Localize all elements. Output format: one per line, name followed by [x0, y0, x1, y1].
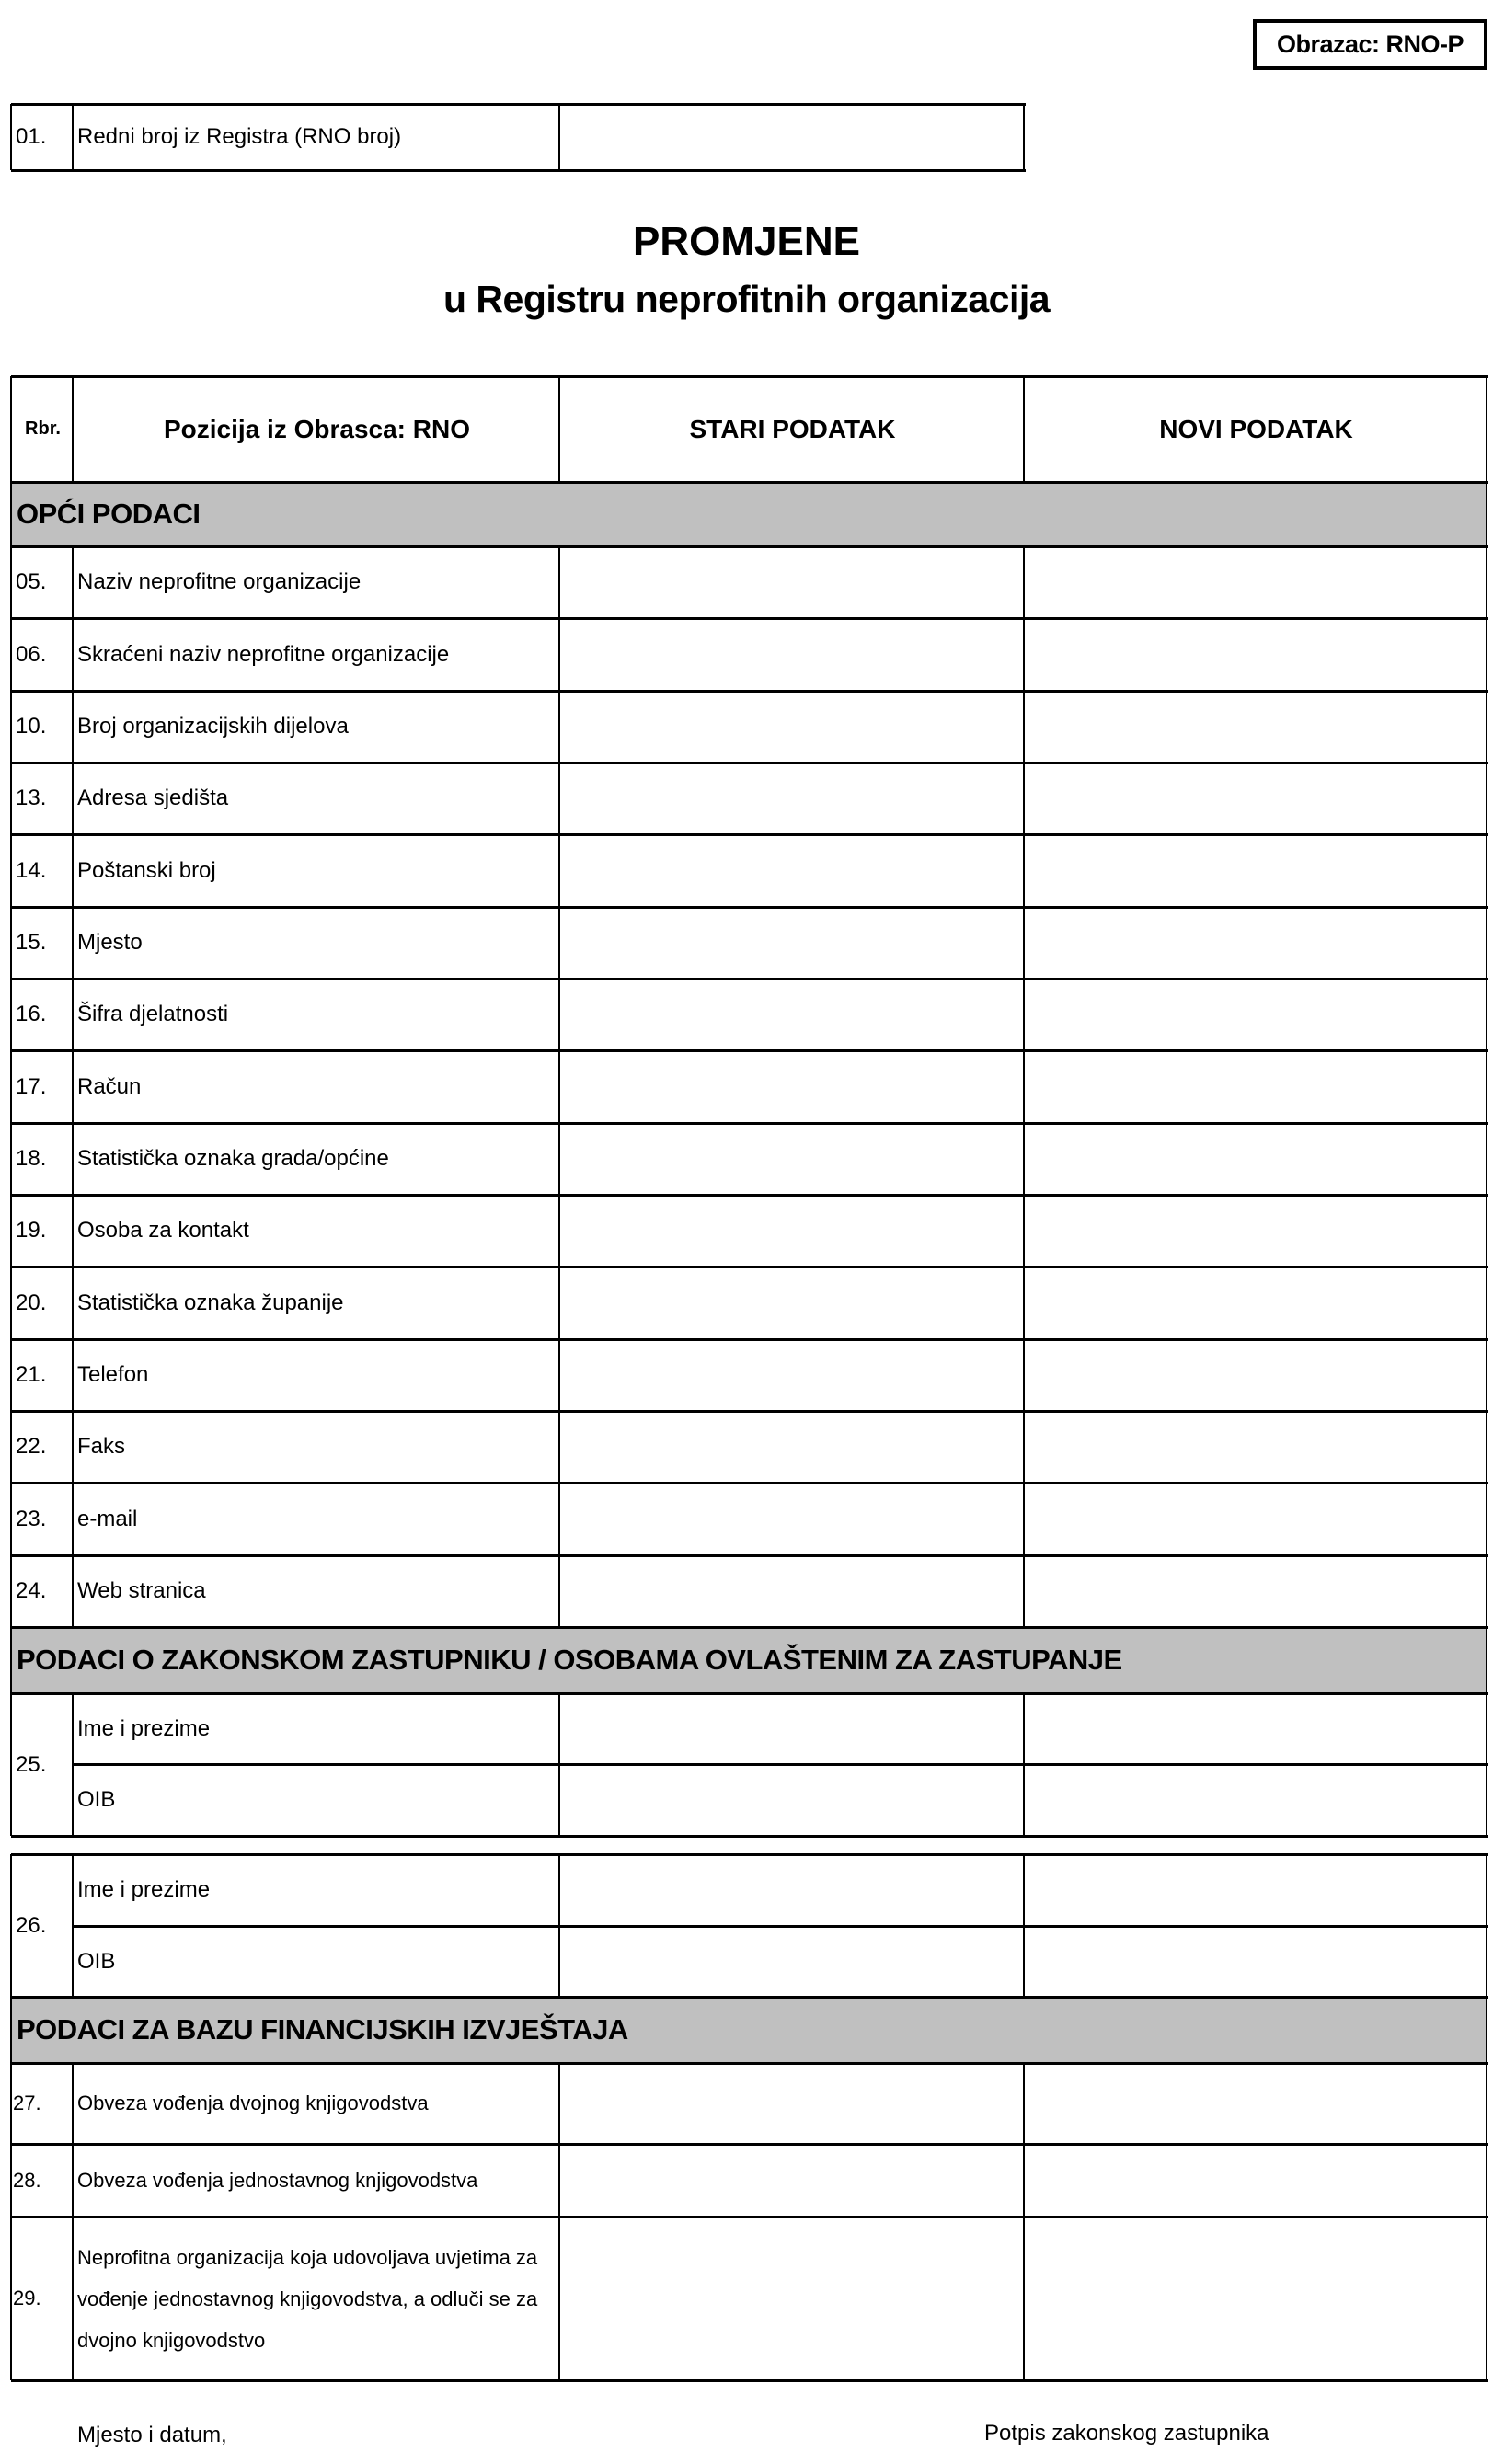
divider [10, 1693, 12, 1836]
divider [72, 1854, 74, 1997]
row-label: Statistička oznaka županije [77, 1289, 344, 1315]
representative-name-new-value[interactable] [1028, 1854, 1484, 1926]
divider [558, 104, 560, 170]
header-old-data: STARI PODATAK [689, 415, 896, 443]
divider [72, 1411, 74, 1483]
divider [72, 1339, 74, 1411]
row-new-value[interactable] [1028, 1195, 1484, 1266]
divider [558, 1555, 560, 1627]
divider [1486, 1123, 1487, 1195]
divider [1486, 1411, 1487, 1483]
divider [72, 104, 74, 170]
row-number: 23. [16, 1506, 47, 1531]
row-old-value[interactable] [564, 1123, 1021, 1195]
divider [558, 376, 560, 482]
divider [10, 1411, 12, 1483]
divider [10, 2063, 12, 2144]
header-position: Pozicija iz Obrasca: RNO [164, 415, 470, 443]
divider [10, 1050, 12, 1123]
divider [10, 1483, 12, 1555]
divider [1023, 691, 1025, 762]
divider [72, 1195, 74, 1266]
row-label: Šifra djelatnosti [77, 1002, 229, 1026]
divider [1023, 1411, 1025, 1483]
divider [1486, 2217, 1487, 2380]
page-title: PROMJENE [633, 219, 860, 264]
row-label: Račun [77, 1073, 142, 1099]
divider [72, 2144, 74, 2217]
row-old-value[interactable] [564, 1483, 1021, 1555]
row-number: 05. [16, 569, 47, 594]
divider [1486, 691, 1487, 762]
divider [1486, 1627, 1487, 1693]
row-new-value[interactable] [1028, 2144, 1484, 2217]
divider [1023, 546, 1025, 618]
row-label: Obveza vođenja dvojnog knjigovodstva [77, 2092, 429, 2114]
representative-oib-new-value[interactable] [1028, 1926, 1484, 1997]
divider [558, 762, 560, 834]
row-number: 19. [16, 1218, 47, 1243]
reg-field-label: Redni broj iz Registra (RNO broj) [77, 124, 402, 149]
divider [1023, 376, 1025, 482]
divider [10, 2144, 12, 2217]
divider [1023, 979, 1025, 1050]
divider [1486, 834, 1487, 907]
divider [1023, 1555, 1025, 1627]
divider [72, 376, 74, 482]
row-old-value[interactable] [564, 1266, 1021, 1339]
row-new-value[interactable] [1028, 979, 1484, 1050]
representative-name-old-value[interactable] [564, 1693, 1021, 1764]
row-old-value[interactable] [564, 762, 1021, 834]
divider [11, 1626, 1488, 1629]
header-new-data: NOVI PODATAK [1159, 415, 1353, 443]
row-new-value[interactable] [1028, 834, 1484, 907]
divider [72, 1483, 74, 1555]
section-financial: PODACI ZA BAZU FINANCIJSKIH IZVJEŠTAJA [11, 1997, 1487, 2063]
row-new-value[interactable] [1028, 1483, 1484, 1555]
row-old-value[interactable] [564, 1195, 1021, 1266]
divider [1486, 1195, 1487, 1266]
divider [558, 1854, 560, 1997]
header-rbr: Rbr. [25, 418, 61, 439]
divider [11, 1996, 1488, 1999]
divider [558, 907, 560, 979]
signature-label: Potpis zakonskog zastupnika [984, 2421, 1269, 2446]
row-label: Telefon [77, 1362, 149, 1387]
row-new-value[interactable] [1028, 2063, 1484, 2144]
divider [558, 1195, 560, 1266]
row-label: e-mail [77, 1506, 138, 1531]
divider [1023, 2144, 1025, 2217]
row-old-value[interactable] [564, 1555, 1021, 1627]
row-label: Mjesto [77, 930, 143, 955]
representative-oib-old-value[interactable] [564, 1764, 1021, 1836]
row-new-value[interactable] [1028, 762, 1484, 834]
divider [72, 546, 74, 618]
row-label: Neprofitna organizacija koja udovoljava uvjetima za vođenje jednostavnog knjigovodstva, a odluči se za dvojno knjigovodstvo [77, 2245, 538, 2352]
divider [1023, 1266, 1025, 1339]
row-number: 15. [16, 930, 47, 955]
form-code: Obrazac: RNO-P [1276, 30, 1464, 58]
divider [558, 691, 560, 762]
divider [10, 1123, 12, 1195]
row-number: 16. [16, 1002, 47, 1026]
divider [10, 1854, 12, 1997]
divider [1486, 546, 1487, 618]
divider [72, 834, 74, 907]
divider [558, 1266, 560, 1339]
row-label: Skraćeni naziv neprofitne organizacije [77, 641, 450, 667]
divider [1023, 1195, 1025, 1266]
row-old-value[interactable] [564, 618, 1021, 691]
divider [72, 2063, 74, 2144]
row-new-value[interactable] [1028, 1339, 1484, 1411]
row-new-value[interactable] [1028, 1123, 1484, 1195]
row-old-value[interactable] [564, 1050, 1021, 1123]
divider [1486, 979, 1487, 1050]
divider [1023, 618, 1025, 691]
divider [72, 762, 74, 834]
divider [10, 1339, 12, 1411]
divider [10, 2217, 12, 2380]
divider [558, 1483, 560, 1555]
row-number: 17. [16, 1073, 47, 1099]
divider [1023, 1050, 1025, 1123]
row-label: Broj organizacijskih dijelova [77, 714, 349, 739]
row-number: 06. [16, 641, 47, 667]
row-label: Web stranica [77, 1578, 206, 1603]
divider [72, 1123, 74, 1195]
row-new-value[interactable] [1028, 546, 1484, 618]
divider [72, 691, 74, 762]
row-number: 28. [13, 2168, 41, 2192]
row-label: Statistička oznaka grada/općine [77, 1146, 389, 1171]
row-old-value[interactable] [564, 1411, 1021, 1483]
divider [72, 1050, 74, 1123]
divider [1023, 1854, 1025, 1997]
row-new-value[interactable] [1028, 618, 1484, 691]
divider [558, 979, 560, 1050]
row-label: Poštanski broj [77, 857, 216, 883]
divider [1486, 1483, 1487, 1555]
divider [558, 1411, 560, 1483]
divider [1486, 1266, 1487, 1339]
divider [1486, 2144, 1487, 2217]
row-number: 13. [16, 785, 47, 810]
divider [72, 1266, 74, 1339]
divider [558, 618, 560, 691]
divider [10, 482, 12, 546]
divider [10, 1555, 12, 1627]
representative-oib-old-value[interactable] [564, 1926, 1021, 1997]
divider [72, 907, 74, 979]
divider [11, 481, 1488, 484]
divider [558, 1339, 560, 1411]
row-new-value[interactable] [1028, 1050, 1484, 1123]
divider [1486, 1339, 1487, 1411]
row-label: Obveza vođenja jednostavnog knjigovodstva [77, 2168, 478, 2192]
place-date-label: Mjesto i datum, [77, 2423, 227, 2447]
row-number: 18. [16, 1146, 47, 1171]
divider [1486, 1693, 1487, 1836]
divider [72, 1693, 74, 1836]
divider [10, 376, 12, 482]
page-subtitle: u Registru neprofitnih organizacija [442, 278, 1051, 320]
row-label: Naziv neprofitne organizacije [77, 569, 362, 594]
divider [10, 691, 12, 762]
representative-oib-new-value[interactable] [1028, 1764, 1484, 1836]
divider [10, 1195, 12, 1266]
divider [558, 1693, 560, 1836]
divider [558, 2217, 560, 2380]
row-new-value[interactable] [1028, 1411, 1484, 1483]
divider [1486, 482, 1487, 546]
divider [1486, 1555, 1487, 1627]
divider [10, 1266, 12, 1339]
reg-number-label: 01. [16, 124, 47, 149]
divider [1486, 907, 1487, 979]
divider [1023, 1339, 1025, 1411]
row-old-value[interactable] [564, 979, 1021, 1050]
representative-name-new-value[interactable] [1028, 1693, 1484, 1764]
divider [1486, 762, 1487, 834]
divider [1486, 376, 1487, 482]
divider [1486, 1854, 1487, 1997]
row-label: Adresa sjedišta [77, 785, 229, 810]
row-old-value[interactable] [564, 834, 1021, 907]
divider [10, 1627, 12, 1693]
divider [1023, 2063, 1025, 2144]
divider [558, 2144, 560, 2217]
divider [72, 1555, 74, 1627]
divider [1023, 1693, 1025, 1836]
divider [558, 834, 560, 907]
divider [1023, 907, 1025, 979]
row-old-value[interactable] [564, 691, 1021, 762]
representative-number: 25. [16, 1751, 47, 1777]
representative-oib-label: OIB [77, 1787, 116, 1812]
divider [1023, 834, 1025, 907]
row-label: Faks [77, 1434, 126, 1459]
divider [1486, 2063, 1487, 2144]
divider [10, 1997, 12, 2063]
divider [1023, 1483, 1025, 1555]
row-new-value[interactable] [1028, 691, 1484, 762]
row-new-value[interactable] [1028, 2217, 1484, 2380]
representative-name-label: Ime i prezime [77, 1877, 211, 1902]
section-general: OPĆI PODACI [11, 482, 1487, 546]
divider [1486, 1050, 1487, 1123]
row-label: Osoba za kontakt [77, 1218, 249, 1243]
section-representative: PODACI O ZAKONSKOM ZASTUPNIKU / OSOBAMA OVLAŠTENIM ZA ZASTUPANJE [11, 1627, 1487, 1693]
row-number: 29. [13, 2286, 41, 2309]
row-new-value[interactable] [1028, 907, 1484, 979]
row-number: 14. [16, 857, 47, 883]
representative-name-label: Ime i prezime [77, 1715, 211, 1741]
row-new-value[interactable] [1028, 1555, 1484, 1627]
row-old-value[interactable] [564, 1339, 1021, 1411]
row-old-value[interactable] [564, 2144, 1021, 2217]
divider [10, 907, 12, 979]
divider [1023, 2217, 1025, 2380]
representative-number: 26. [16, 1912, 47, 1938]
divider [72, 979, 74, 1050]
row-number: 10. [16, 714, 47, 739]
divider [558, 2063, 560, 2144]
row-old-value[interactable] [564, 907, 1021, 979]
representative-name-old-value[interactable] [564, 1854, 1021, 1926]
row-old-value[interactable] [564, 2063, 1021, 2144]
divider [558, 1050, 560, 1123]
form-code-box [1253, 19, 1487, 70]
divider [72, 618, 74, 691]
reg-number-input[interactable] [564, 104, 1021, 170]
row-number: 22. [16, 1434, 47, 1459]
row-old-value[interactable] [564, 546, 1021, 618]
divider [1486, 618, 1487, 691]
divider [558, 1123, 560, 1195]
row-number: 27. [13, 2092, 41, 2114]
divider [10, 104, 12, 170]
divider [1023, 762, 1025, 834]
divider [10, 834, 12, 907]
divider [10, 546, 12, 618]
divider [10, 618, 12, 691]
divider [1023, 104, 1025, 170]
row-number: 24. [16, 1578, 47, 1603]
row-number: 20. [16, 1289, 47, 1315]
divider [10, 979, 12, 1050]
divider [1486, 1997, 1487, 2063]
row-number: 21. [16, 1362, 47, 1387]
row-old-value[interactable] [564, 2217, 1021, 2380]
row-new-value[interactable] [1028, 1266, 1484, 1339]
divider [1023, 1123, 1025, 1195]
representative-oib-label: OIB [77, 1948, 116, 1974]
divider [10, 762, 12, 834]
divider [72, 2217, 74, 2380]
divider [558, 546, 560, 618]
